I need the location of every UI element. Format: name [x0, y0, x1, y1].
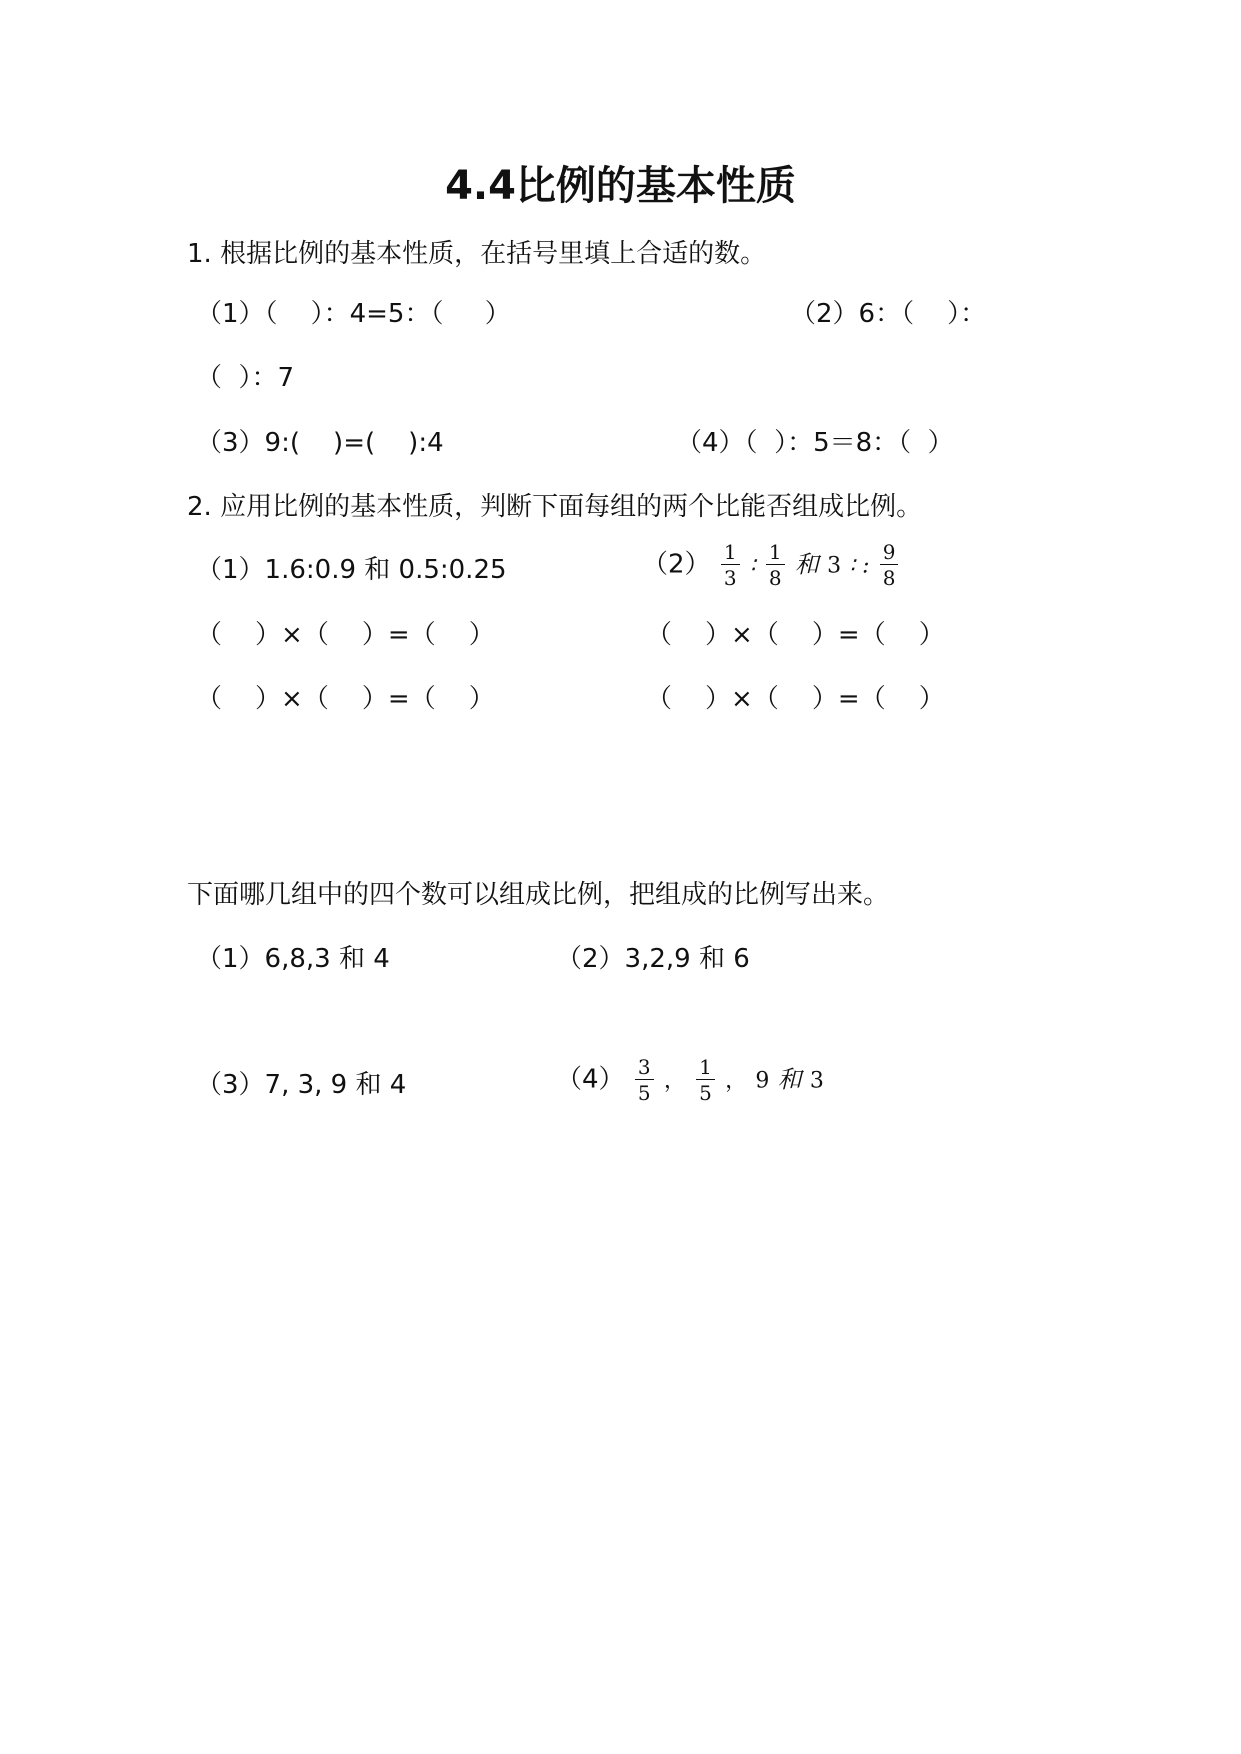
- fraction-three-fifths: [635, 1057, 654, 1103]
- q1-part2-line1: （2）6：（ ）：: [790, 299, 987, 329]
- fraction-denominator: 5: [699, 1081, 712, 1105]
- fraction-numerator: 1: [696, 1057, 715, 1080]
- fraction-denominator: 8: [768, 566, 782, 590]
- comma: ，: [663, 1068, 686, 1094]
- q1-part1: （1）（ ）：4=5：（ ）: [196, 299, 511, 329]
- q2-part2-prefix: （2）: [642, 549, 711, 580]
- fraction-one-eighth: [766, 542, 785, 588]
- q2-part2-blank-row-2: （ ）×（ ）=（ ）: [646, 684, 945, 714]
- fraction-numerator: 3: [635, 1057, 654, 1080]
- q1-part4: （4）（ ）：5＝8：（ ）: [676, 428, 954, 458]
- ratio-colon: ∶: [749, 553, 756, 579]
- q2-part1-blank-row-1: （ ）×（ ）=（ ）: [196, 620, 495, 650]
- q2-part2-blank-row-1: （ ）×（ ）=（ ）: [646, 620, 945, 650]
- fraction-denominator: 5: [637, 1081, 651, 1105]
- q1-heading: 1. 根据比例的基本性质，在括号里填上合适的数。: [187, 239, 767, 269]
- number-three: 3: [827, 553, 842, 579]
- fraction-denominator: 8: [882, 566, 896, 590]
- q2-heading: 2. 应用比例的基本性质，判断下面每组的两个比能否组成比例。: [187, 492, 923, 522]
- comma: ，: [725, 1068, 748, 1094]
- q1-part3: （3）9:( )=( ):4: [196, 428, 444, 458]
- ratio-colon: ∶ :: [849, 553, 870, 579]
- q3-part2: （2）3,2,9 和 6: [556, 944, 750, 974]
- q3-part1: （1）6,8,3 和 4: [196, 944, 390, 974]
- fraction-denominator: 3: [723, 566, 737, 590]
- q2-part1-blank-row-2: （ ）×（ ）=（ ）: [196, 684, 495, 714]
- fraction-one-fifth: [696, 1057, 715, 1103]
- q2-part1: （1）1.6:0.9 和 0.5:0.25: [196, 555, 507, 585]
- number-three: 3: [809, 1068, 824, 1094]
- fraction-numerator: 1: [721, 542, 740, 565]
- number-nine: 9: [755, 1068, 770, 1094]
- and-word: 和: [794, 550, 819, 579]
- q3-heading: 下面哪几组中的四个数可以组成比例，把组成的比例写出来。: [187, 880, 890, 910]
- q3-part4-prefix: （4）: [556, 1064, 625, 1095]
- q3-part4: [556, 1057, 824, 1103]
- fraction-numerator: 1: [766, 542, 785, 565]
- fraction-nine-eighths: [880, 542, 899, 588]
- q1-part2-line2: （ ）：7: [196, 363, 295, 393]
- fraction-numerator: 9: [880, 542, 899, 565]
- q2-part2: [642, 542, 900, 588]
- fraction-one-third: [721, 542, 740, 588]
- q3-part3: （3）7, 3, 9 和 4: [196, 1070, 407, 1100]
- and-word: 和: [777, 1065, 802, 1094]
- page-title: 4.4比例的基本性质: [445, 163, 796, 209]
